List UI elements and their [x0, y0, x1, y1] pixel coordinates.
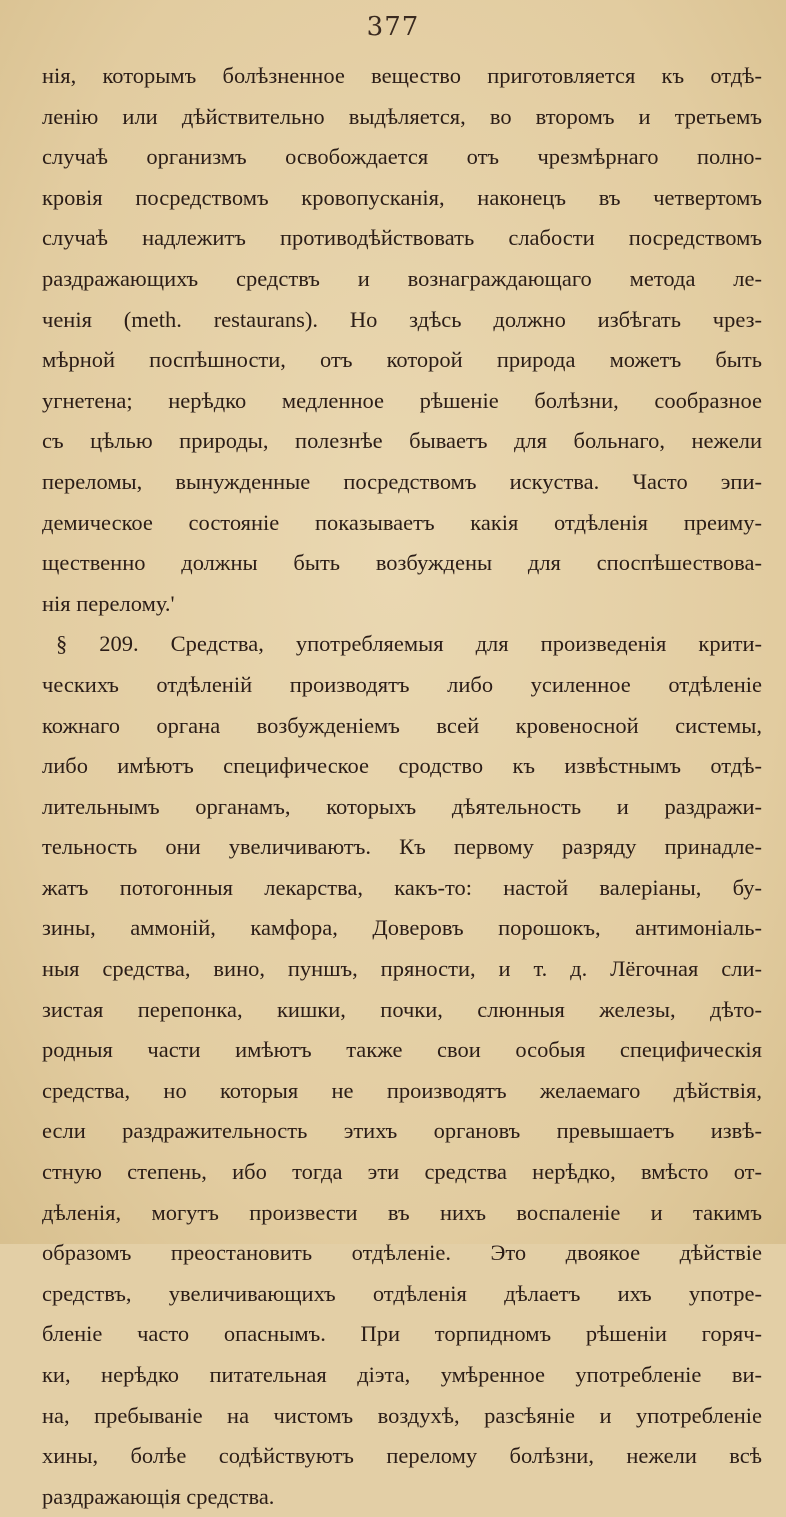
text-line: стную степень, ибо тогда эти средства нерѣдко, вмѣсто от-	[42, 1159, 762, 1185]
page-number: 377	[366, 12, 420, 42]
text-line: демическое состояніе показываетъ какія отдѣленія преиму-	[42, 509, 762, 535]
text-line: на, пребываніе на чистомъ воздухѣ, разсѣяніе и употребленіе	[42, 1402, 762, 1428]
text-line: либо имѣютъ специфическое сродство къ извѣстнымъ отдѣ-	[42, 753, 762, 779]
text-line: кожнаго органа возбужденіемъ всей кровеносной системы,	[42, 712, 762, 738]
text-line: ленію или дѣйствительно выдѣляется, во второмъ и третьемъ	[42, 103, 762, 129]
text-line: ныя средства, вино, пуншъ, пряности, и т. д. Лёгочная сли-	[42, 956, 762, 982]
text-line: ченія (meth. restaurans). Но здѣсь должно избѣгать чрез-	[42, 306, 762, 332]
text-line: лительнымъ органамъ, которыхъ дѣятельность и раздражи-	[42, 793, 762, 819]
text-line: средствъ, увеличивающихъ отдѣленія дѣлаетъ ихъ употре-	[42, 1280, 762, 1306]
text-line: родныя части имѣютъ также свои особыя специфическія	[42, 1037, 762, 1063]
text-line: кровія посредствомъ кровопусканія, наконецъ въ четвертомъ	[42, 184, 762, 210]
text-line: съ цѣлью природы, полезнѣе бываетъ для больнаго, нежели	[42, 428, 762, 454]
text-line: ческихъ отдѣленій производятъ либо усиленное отдѣленіе	[42, 671, 762, 697]
text-line: раздражающія средства.	[42, 1483, 275, 1509]
text-line: раздражающихъ средствъ и вознаграждающаго метода ле-	[42, 265, 762, 291]
text-line: нія перелому.'	[42, 590, 175, 616]
text-line: щественно должны быть возбуждены для споспѣшествова-	[42, 550, 762, 576]
text-line: образомъ преостановить отдѣленіе. Это двоякое дѣйствіе	[42, 1240, 762, 1266]
text-line: бленіе часто опаснымъ. При торпидномъ рѣшеніи горяч-	[42, 1321, 762, 1347]
text-line: переломы, вынужденные посредствомъ искуства. Часто эпи-	[42, 468, 762, 494]
text-line: жатъ потогонныя лекарства, какъ-то: настой валеріаны, бу-	[42, 874, 762, 900]
text-line: случаѣ организмъ освобождается отъ чрезмѣрнаго полно-	[42, 144, 762, 170]
section-209-start: § 209. Средства, употребляемыя для произведенія крити-	[56, 631, 762, 657]
text-line: хины, болѣе содѣйствуютъ перелому болѣзни, нежели всѣ	[42, 1443, 762, 1469]
text-line: нія, которымъ болѣзненное вещество приготовляется къ отдѣ-	[42, 63, 762, 88]
text-line: мѣрной поспѣшности, отъ которой природа можетъ быть	[42, 347, 762, 373]
body-text	[42, 56, 762, 1517]
text-line: зистая перепонка, кишки, почки, слюнныя железы, дѣто-	[42, 996, 762, 1022]
text-line: средства, но которыя не производятъ желаемаго дѣйствія,	[42, 1077, 762, 1103]
text-line: тельность они увеличиваютъ. Къ первому разряду принадле-	[42, 834, 762, 860]
text-line: зины, аммоній, камфора, Доверовъ порошокъ, антимоніаль-	[42, 915, 762, 941]
text-line: ки, нерѣдко питательная діэта, умѣренное употребленіе ви-	[42, 1362, 762, 1387]
text-line: если раздражительность этихъ органовъ превышаетъ извѣ-	[42, 1118, 762, 1144]
text-line: угнетена; нерѣдко медленное рѣшеніе болѣзни, сообразное	[42, 387, 762, 413]
text-line: случаѣ надлежитъ противодѣйствовать слабости посредствомъ	[42, 225, 762, 251]
text-line: дѣленія, могутъ произвести въ нихъ воспаленіе и такимъ	[42, 1199, 762, 1225]
